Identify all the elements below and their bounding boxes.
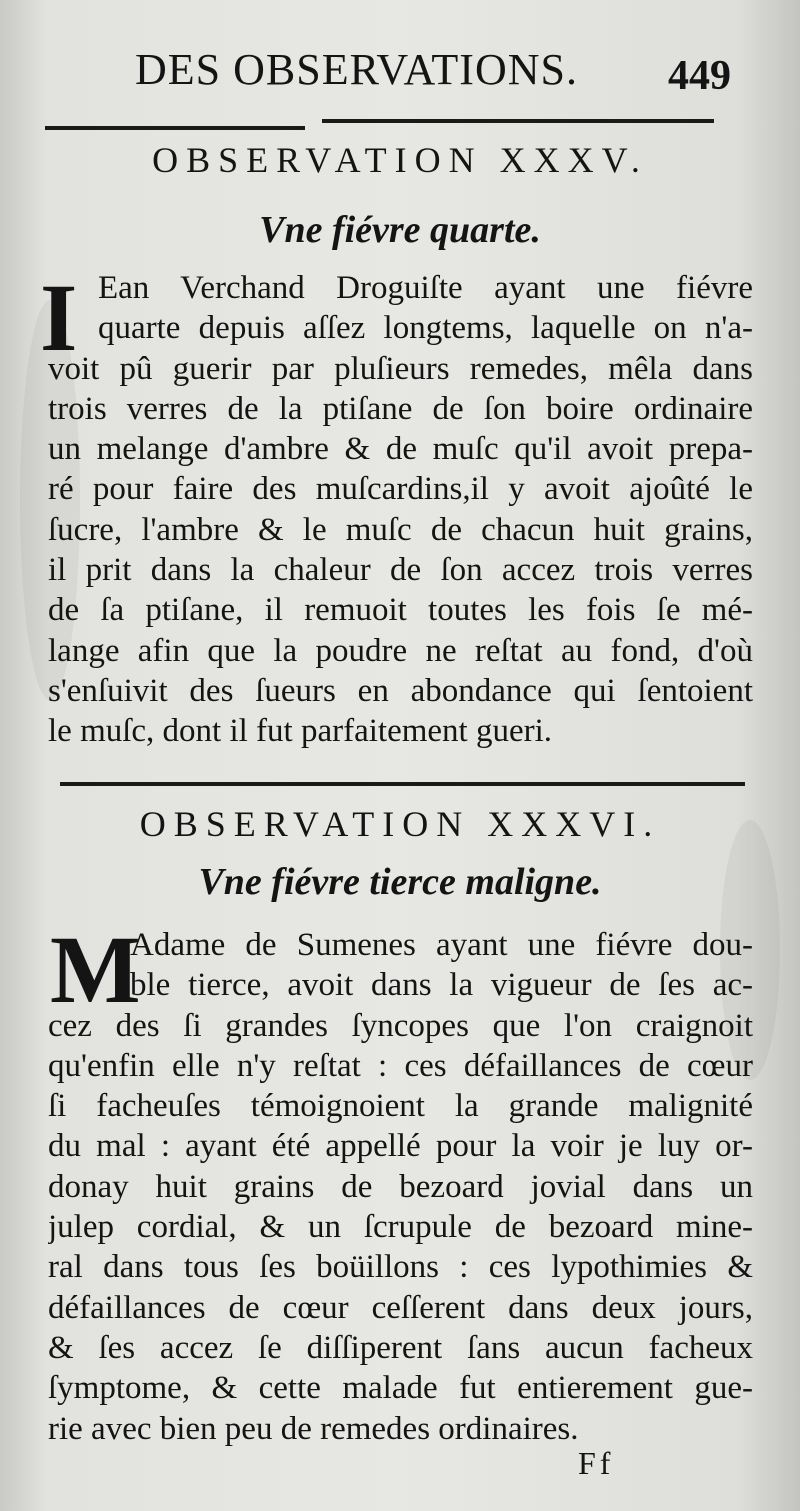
text-line: ral dans tous ſes boüillons : ces lypothimies & [48, 1249, 753, 1286]
text-line: un melange d'ambre & de muſc qu'il avoit prepa- [48, 431, 753, 468]
observation-text [48, 916, 753, 1449]
text-line: quarte depuis aſſez longtems, laquelle on n'a- [98, 310, 753, 347]
page-number: 449 [668, 53, 731, 99]
text-line: Ean Verchand Droguiſte ayant une fiévre [98, 270, 753, 306]
text-line: qu'enfin elle n'y reſtat : ces défaillances de cœur [48, 1047, 753, 1084]
observation-heading: OBSERVATION XXXV. [152, 140, 648, 180]
observation-subtitle: Vne fiévre quarte. [259, 209, 541, 251]
text-line: défaillances de cœur ceſſerent dans deux jours, [48, 1289, 753, 1326]
text-line: cez des ſi grandes ſyncopes que l'on craignoit [48, 1007, 753, 1044]
observation-subtitle: Vne fiévre tierce maligne. [198, 861, 602, 903]
text-line: le muſc, dont il fut parfaitement gueri. [48, 713, 553, 750]
text-line: ſi facheuſes témoignoient la grande malignité [48, 1088, 753, 1125]
text-line: julep cordial, & un ſcrupule de bezoard mine- [48, 1209, 753, 1246]
text-line: ſymptome, & cette malade fut entierement gue- [48, 1370, 753, 1407]
text-line: de ſa ptiſane, il remuoit toutes les fois ſe mé- [48, 592, 753, 629]
observation-text [48, 268, 753, 752]
text-line: lange afin que la poudre ne reſtat au fond, d'où [48, 632, 753, 669]
text-line: il prit dans la chaleur de ſon accez trois verres [48, 552, 753, 589]
text-line: voit pû guerir par pluſieurs remedes, mêla dans [48, 350, 753, 387]
text-line: du mal : ayant été appellé pour la voir je luy or- [48, 1128, 753, 1165]
text-line: s'enſuivit des ſueurs en abondance qui ſentoient [48, 672, 753, 709]
text-line: trois verres de la ptiſane de ſon boire ordinaire [48, 390, 753, 427]
header-rule-left [45, 126, 305, 130]
running-title: DES OBSERVATIONS. [135, 45, 578, 94]
text-line: & ſes accez ſe diſſiperent ſans aucun facheux [48, 1329, 753, 1366]
observation-heading: OBSERVATION XXXVI. [139, 804, 661, 844]
text-line: ré pour faire des muſcardins,il y avoit ajoûté le [48, 471, 753, 508]
drop-capital: M [50, 916, 141, 1023]
text-line: Adame de Sumenes ayant une fiévre dou- [130, 927, 753, 963]
text-line: ſucre, l'ambre & le muſc de chacun huit grains, [48, 511, 753, 548]
text-line: ble tierce, avoit dans la vigueur de ſes ac- [130, 967, 753, 1004]
drop-capital: I [40, 264, 78, 371]
text-line: donay huit grains de bezoard jovial dans un [48, 1168, 753, 1205]
header-rule-right [322, 119, 714, 123]
running-head [0, 40, 800, 100]
signature-mark: Ff [578, 1445, 615, 1481]
text-line: rie avec bien peu de remedes ordinaires. [48, 1410, 579, 1447]
section-rule [60, 782, 745, 786]
